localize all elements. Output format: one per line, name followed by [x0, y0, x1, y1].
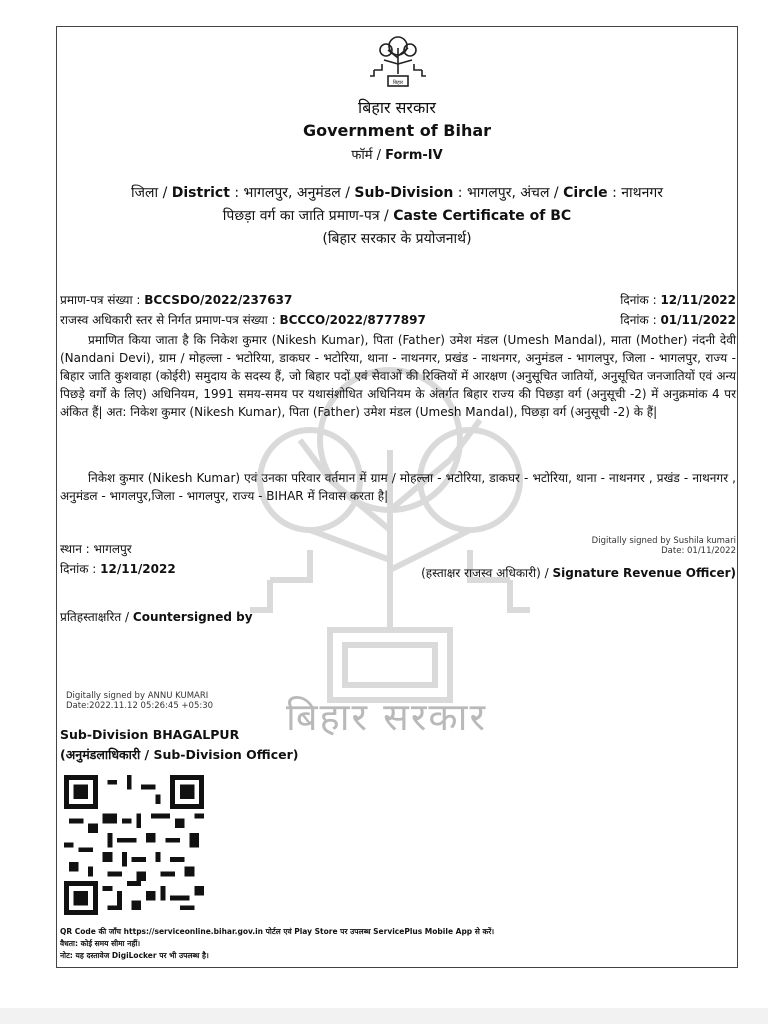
district-label-hi: जिला / — [131, 185, 172, 201]
revenue-cert-value: BCCCO/2022/8777897 — [279, 313, 426, 327]
place-label: स्थान : — [60, 542, 94, 556]
place-value: भागलपुर — [93, 542, 132, 556]
issue-date-value: 12/11/2022 — [660, 293, 736, 307]
qr-code-icon — [64, 772, 204, 918]
sign-date-label: दिनांक : — [60, 562, 101, 576]
countersigned-hi: प्रतिहस्ताक्षरित / — [60, 610, 133, 624]
sdo-title: (अनुमंडलाधिकारी / Sub-Division Officer) — [60, 747, 299, 762]
revenue-cert-label: राजस्व अधिकारी स्तर से निर्गत प्रमाण-पत्र संख्या : — [60, 313, 280, 327]
certificate-type — [56, 206, 738, 225]
revenue-date-value: 01/11/2022 — [660, 313, 736, 327]
circle-value: : नाथनगर — [607, 185, 663, 201]
certification-paragraph: प्रमाणित किया जाता है कि निकेश कुमार (Nikesh Kumar), पिता (Father) उमेश मंडल (Umesh Mandal), माता (Mother) नंदनी देवी (Nandani Devi), ग्राम / मोहल्ला - भटोरिया, डाकघर - भटोरिया, थाना - नाथनगर, प्रखंड - नाथनगर, अनुमंडल - भागलपुर, जिला - भागलपुर, राज्य - बिहार जाति कुशवाहा (कोईरी) समुदाय के सदस्य हैं, जो बिहार पदों एवं सेवाओं की रिक्तियों में आरक्षण (अनुसूचित जातियों, अनुसूचित जनजातियों एवं अन्य पिछड़े वर्गों के लिए) अधिनियम, 1991 समय-समय पर यथासंशोधित अधिनियम के अंतर्गत बिहार राज्य की पिछड़ा वर्ग (अनुसूची -2) में अनुक्रमांक 4 पर अंकित हैं| अत: निकेश कुमार (Nikesh Kumar), पिता (Father) उमेश मंडल (Umesh Mandal), पिछड़ा वर्ग (अनुसूची -2) के हैं| — [60, 333, 736, 419]
watermark-text: बिहार सरकार — [286, 695, 487, 739]
digilocker-note: नोट: यह दस्तावेज DigiLocker पर भी उपलब्ध है। — [60, 951, 209, 960]
revenue-officer-hi: (हस्ताक्षर राजस्व अधिकारी) / — [421, 566, 553, 580]
cert-number — [60, 291, 292, 308]
revenue-digital-signature — [592, 536, 736, 556]
form-label — [56, 145, 738, 163]
revenue-officer-label — [421, 564, 736, 581]
subdivision-label: Sub-Division — [354, 185, 454, 201]
page-bottom-strip — [0, 1008, 768, 1024]
form-hi: फॉर्म / — [351, 148, 386, 163]
sdo-digital-signature — [66, 691, 213, 711]
cert-number-label: प्रमाण-पत्र संख्या : — [60, 293, 145, 307]
revenue-signed-date: Date: 01/11/2022 — [661, 546, 736, 556]
circle-label: Circle — [563, 185, 608, 201]
revenue-cert-number — [60, 311, 426, 328]
issue-date — [620, 291, 736, 308]
validity-note: वैधता: कोई समय सीमा नहीं। — [60, 939, 141, 948]
cert-type-hi: पिछड़ा वर्ग का जाति प्रमाण-पत्र / — [222, 208, 394, 224]
countersigned-en: Countersigned by — [132, 610, 253, 624]
cert-number-value: BCCSDO/2022/237637 — [144, 293, 293, 307]
revenue-officer-en: Signature Revenue Officer) — [552, 566, 736, 580]
qr-verification-note: QR Code की जाँच https://serviceonline.bihar.gov.in पोर्टल एवं Play Store पर उपलब्ध ServicePlus Mobile App से करें। — [60, 927, 495, 936]
sign-date-line — [60, 560, 176, 577]
cert-type-en: Caste Certificate of BC — [393, 208, 572, 224]
revenue-date — [620, 311, 736, 328]
revenue-signed-by: Digitally signed by Sushila kumari — [591, 536, 736, 546]
district-label-en: District — [171, 185, 230, 201]
emblem-text: बिहार — [392, 80, 404, 86]
residence-paragraph: निकेश कुमार (Nikesh Kumar) एवं उनका परिवार वर्तमान में ग्राम / मोहल्ला - भटोरिया, डाकघर - भटोरिया, थाना - नाथनगर , प्रखंड - नाथनगर , अनुमंडल - भागलपुर,जिला - भागलपुर, राज्य - BIHAR में निवास करता है| — [60, 471, 736, 503]
place-line — [60, 540, 132, 557]
countersigned-line — [60, 608, 253, 625]
english-title: Government of Bihar — [302, 121, 492, 140]
revenue-date-label: दिनांक : — [620, 313, 661, 327]
district-line — [56, 183, 738, 202]
hindi-title: बिहार सरकार — [358, 98, 436, 117]
district-value: : भागलपुर, अनुमंडल / — [229, 185, 355, 201]
form-en: Form-IV — [385, 148, 443, 163]
sign-date-value: 12/11/2022 — [100, 562, 176, 576]
sdo-signed-by: Digitally signed by ANNU KUMARI — [66, 691, 209, 701]
sdo-signed-date: Date:2022.11.12 05:26:45 +05:30 — [66, 701, 214, 711]
bihar-emblem-icon — [370, 34, 426, 92]
issue-date-label: दिनांक : — [620, 293, 661, 307]
purpose-line: (बिहार सरकार के प्रयोजनार्थ) — [322, 231, 472, 247]
subdivision-name: Sub-Division BHAGALPUR — [60, 727, 240, 742]
subdivision-value: : भागलपुर, अंचल / — [453, 185, 564, 201]
